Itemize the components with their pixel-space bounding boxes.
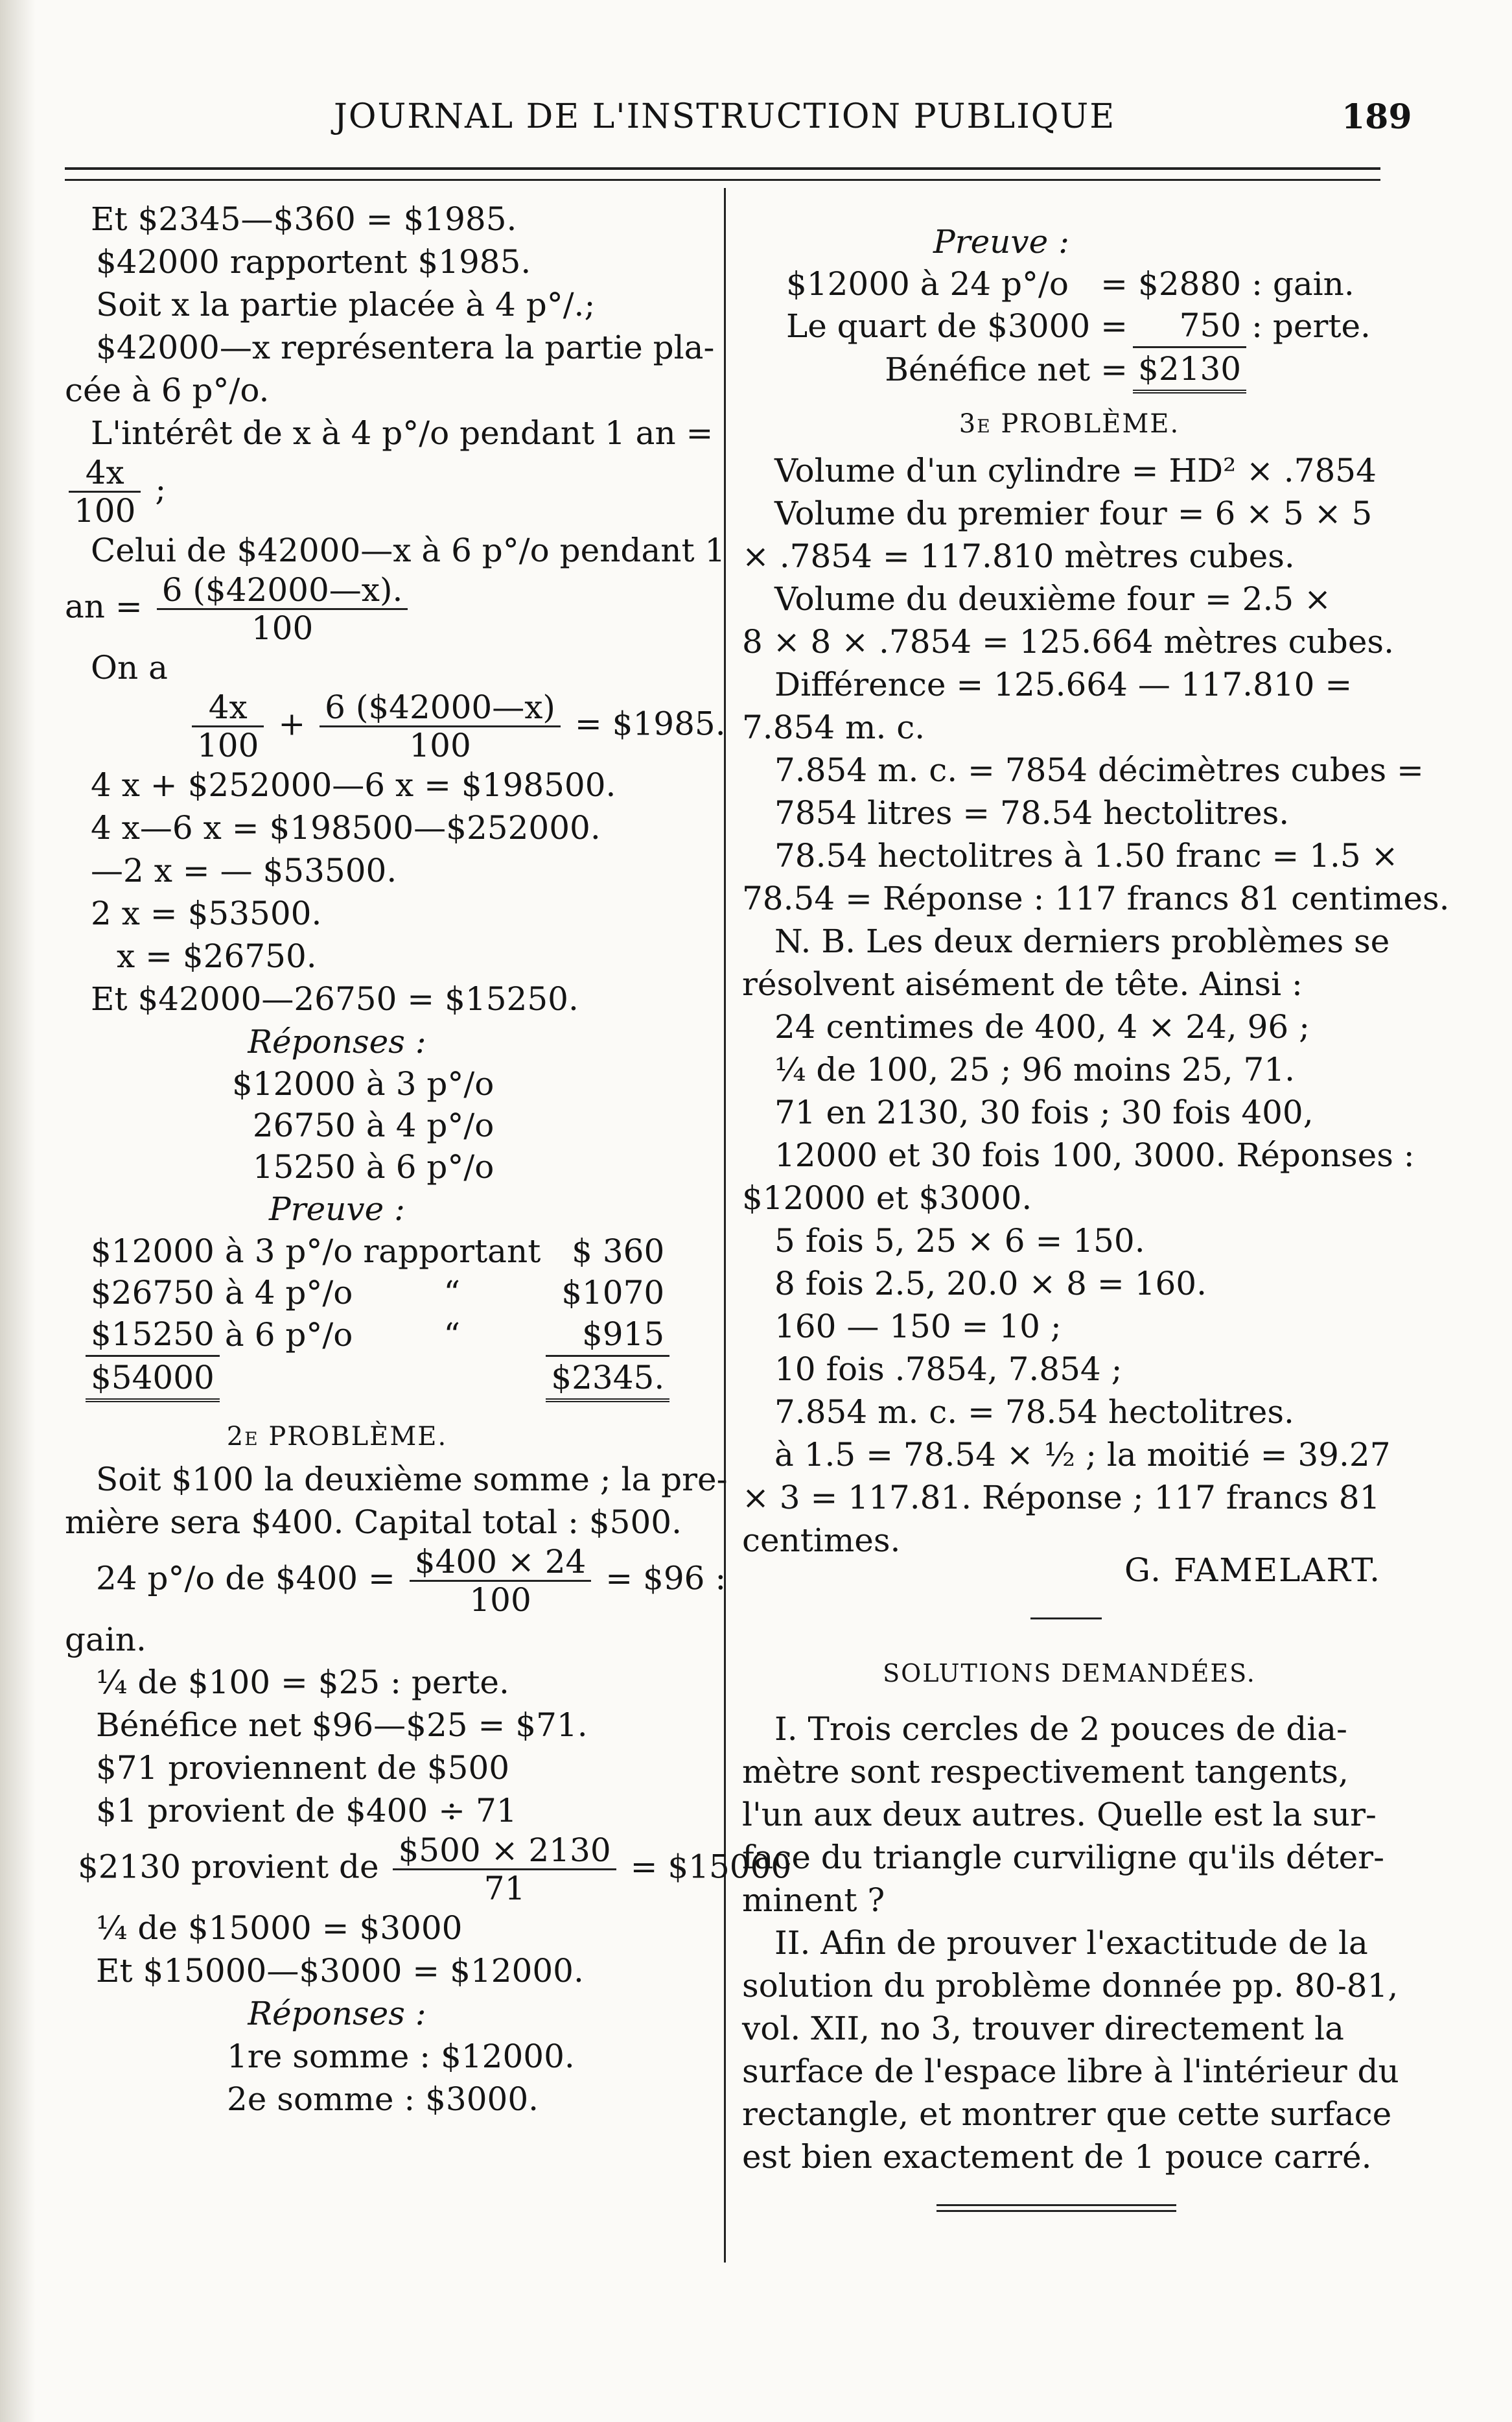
table-cell xyxy=(220,1356,250,1401)
fraction-denominator: 71 xyxy=(483,1870,526,1907)
table-cell xyxy=(250,1356,358,1401)
table-row xyxy=(781,305,1376,347)
fraction-denominator: 100 xyxy=(251,609,314,647)
fraction-numerator: 6 ($42000—x). xyxy=(157,572,408,610)
text-line: × .7854 = 117.810 mètres cubes. xyxy=(742,537,1295,575)
equation-result: = $1985. xyxy=(574,705,726,743)
text-line: 8 fois 2.5, 20.0 × 8 = 160. xyxy=(774,1265,1207,1302)
fraction xyxy=(192,689,264,764)
text-line: centimes. xyxy=(742,1522,901,1559)
text-line: 7854 litres = 78.54 hectolitres. xyxy=(774,794,1290,832)
text-line: Volume d'un cylindre = HD² × .7854 xyxy=(774,452,1377,489)
text-fragment: = $15000 xyxy=(630,1848,792,1886)
table-cell: $12000 xyxy=(91,1232,215,1270)
text-line: 71 en 2130, 30 fois ; 30 fois 400, xyxy=(774,1094,1314,1131)
fraction-numerator: 4x xyxy=(69,454,141,493)
text-line: face du triangle curviligne qu'ils déter- xyxy=(742,1839,1384,1876)
text-fragment: an = xyxy=(65,587,143,626)
table-cell: “ xyxy=(443,1274,461,1311)
table-cell: 4 p°/o xyxy=(254,1274,353,1311)
text-line: 78.54 hectolitres à 1.50 franc = 1.5 × xyxy=(774,837,1399,875)
table-cell: $2345. xyxy=(546,1356,669,1401)
table-cell: = xyxy=(1100,307,1128,345)
text-line: Volume du deuxième four = 2.5 × xyxy=(774,580,1331,618)
table-cell: $26750 xyxy=(91,1274,215,1311)
reponses-heading: Réponses : xyxy=(248,1995,426,2032)
table-cell: : gain. xyxy=(1251,265,1355,303)
text-line: Soit x la partie placée à 4 p°/.; xyxy=(96,286,596,323)
table-row xyxy=(86,1230,669,1272)
preuve-heading: Preuve : xyxy=(933,223,1069,261)
fraction xyxy=(410,1544,592,1618)
text-line: ¼ de $100 = $25 : perte. xyxy=(96,1664,509,1701)
text-line: 4 x—6 x = $198500—$252000. xyxy=(91,809,601,847)
text-line: I. Trois cercles de 2 pouces de dia- xyxy=(774,1710,1347,1748)
text-line: solution du problème donnée pp. 80-81, xyxy=(742,1967,1399,2005)
table-cell: 15250 xyxy=(252,1148,356,1186)
journal-title: JOURNAL DE L'INSTRUCTION PUBLIQUE xyxy=(334,97,1116,136)
fraction-denominator: 100 xyxy=(197,727,259,764)
fraction-line xyxy=(65,454,713,529)
preuve-table xyxy=(86,1230,669,1402)
table-row xyxy=(86,1313,669,1356)
fraction-denominator: 100 xyxy=(409,727,471,764)
table-cell: $2880 xyxy=(1138,265,1242,303)
text-line: $71 proviennent de $500 xyxy=(96,1749,510,1787)
text-line: Et $15000—$3000 = $12000. xyxy=(96,1952,584,1990)
table-cell: à xyxy=(224,1232,244,1270)
signature: G. FAMELART. xyxy=(1124,1551,1382,1589)
fraction-denominator: 100 xyxy=(74,492,136,530)
text-line: Et $42000—26750 = $15250. xyxy=(91,980,579,1018)
right-column xyxy=(742,220,1450,2212)
text-line: à 1.5 = 78.54 × ½ ; la moitié = 39.27 xyxy=(774,1436,1391,1474)
fraction-denominator: 100 xyxy=(469,1581,531,1619)
text-line: Soit $100 la deuxième somme ; la pre- xyxy=(96,1461,728,1498)
text-line: Différence = 125.664 — 117.810 = xyxy=(774,666,1353,703)
text-line: mètre sont respectivement tangents, xyxy=(742,1753,1349,1791)
text-line: On a xyxy=(91,649,168,687)
plus-sign: + xyxy=(278,705,306,743)
text-line: 7.854 m. c. = 7854 décimètres cubes = xyxy=(774,751,1424,789)
table-cell: = xyxy=(1100,350,1128,388)
table-cell: à xyxy=(366,1107,386,1144)
reponses-heading: Réponses : xyxy=(248,1023,426,1061)
text-line: 7.854 m. c. = 78.54 hectolitres. xyxy=(774,1393,1294,1431)
text-line: l'un aux deux autres. Quelle est la sur- xyxy=(742,1796,1377,1833)
table-cell: 6 p°/o xyxy=(395,1148,494,1186)
table-row xyxy=(86,1272,669,1313)
text-line: $42000 rapportent $1985. xyxy=(96,243,531,281)
text-line: vol. XII, no 3, trouver directement la xyxy=(742,2010,1344,2047)
text-line: 2e somme : $3000. xyxy=(227,2080,539,2118)
header-rule-top xyxy=(65,167,1380,170)
text-line: ¼ de $15000 = $3000 xyxy=(96,1909,463,1947)
text-line: Celui de $42000—x à 6 p°/o pendant 1 xyxy=(91,532,726,569)
punctuation: ; xyxy=(155,470,167,508)
solutions-heading: SOLUTIONS DEMANDÉES. xyxy=(883,1659,1256,1687)
text-line: 10 fois .7854, 7.854 ; xyxy=(774,1350,1122,1388)
table-cell: “ xyxy=(443,1315,461,1354)
text-line: 12000 et 30 fois 100, 3000. Réponses : xyxy=(774,1136,1415,1174)
fraction xyxy=(320,689,561,764)
text-line: 8 × 8 × .7854 = 125.664 mètres cubes. xyxy=(742,623,1394,661)
fraction-line xyxy=(65,572,713,646)
text-line: 24 centimes de 400, 4 × 24, 96 ; xyxy=(774,1008,1310,1046)
text-line: 7.854 m. c. xyxy=(742,709,925,746)
table-row xyxy=(227,1105,499,1146)
equation-line xyxy=(91,688,726,764)
text-line: Bénéfice net $96—$25 = $71. xyxy=(96,1706,588,1744)
table-cell: 750 xyxy=(1133,305,1246,347)
text-fragment: 24 p°/o de $400 = xyxy=(96,1559,395,1597)
text-line: $12000 et $3000. xyxy=(742,1179,1032,1217)
text-line: surface de l'espace libre à l'intérieur du xyxy=(742,2052,1399,2090)
table-cell: à xyxy=(366,1148,386,1186)
table-cell: à xyxy=(366,1065,386,1103)
text-line: 78.54 = Réponse : 117 francs 81 centimes. xyxy=(742,880,1450,917)
table-cell: 4 p°/o xyxy=(395,1107,494,1144)
text-line: mière sera $400. Capital total : $500. xyxy=(65,1503,682,1541)
text-line: cée à 6 p°/o. xyxy=(65,371,270,409)
fraction-line xyxy=(91,1543,727,1619)
text-line: $42000—x représentera la partie pla- xyxy=(96,329,715,366)
solutions-body xyxy=(742,1708,1397,2178)
text-line: II. Afin de prouver l'exactitude de la xyxy=(774,1924,1368,1962)
table-cell: 26750 xyxy=(252,1107,356,1144)
text-line: × 3 = 117.81. Réponse ; 117 francs 81 xyxy=(742,1479,1380,1516)
text-line: N. B. Les deux derniers problèmes se xyxy=(774,923,1390,960)
page-edge-shadow xyxy=(0,0,36,2422)
table-cell: = xyxy=(1100,265,1128,303)
header-rule-bottom xyxy=(65,179,1380,181)
table-cell: $12000 à 24 p°/o xyxy=(786,265,1069,303)
probleme-3-heading: 3e PROBLÈME. xyxy=(959,409,1180,439)
text-line: $1 provient de $400 ÷ 71 xyxy=(96,1792,517,1829)
running-header xyxy=(0,97,1512,162)
text-line: Et $2345—$360 = $1985. xyxy=(91,200,517,238)
column-divider xyxy=(724,188,726,2263)
table-row xyxy=(227,1063,499,1105)
text-line: L'intérêt de x à 4 p°/o pendant 1 an = xyxy=(91,414,714,452)
table-cell: Le quart de $3000 xyxy=(786,307,1091,345)
fraction-numerator: $400 × 24 xyxy=(410,1544,592,1582)
text-line: x = $26750. xyxy=(117,937,317,975)
text-line: est bien exactement de 1 pouce carré. xyxy=(742,2138,1372,2176)
text-line: 1re somme : $12000. xyxy=(227,2038,575,2075)
fraction-numerator: 6 ($42000—x) xyxy=(320,689,561,727)
table-cell: $54000 xyxy=(86,1356,220,1401)
text-line: 4 x + $252000—6 x = $198500. xyxy=(91,766,616,804)
left-column xyxy=(65,198,792,2121)
table-cell: $915 xyxy=(546,1313,669,1356)
table-cell: 6 p°/o xyxy=(254,1315,353,1354)
table-cell: Bénéfice net xyxy=(885,350,1091,388)
table-cell: $2130 xyxy=(1133,347,1246,392)
text-line: minent ? xyxy=(742,1881,885,1919)
table-cell: $ 360 xyxy=(572,1232,665,1270)
page-number: 189 xyxy=(1342,97,1412,137)
table-cell: $15250 xyxy=(86,1313,220,1356)
text-line: gain. xyxy=(65,1621,146,1658)
table-row xyxy=(781,263,1376,305)
end-double-rule xyxy=(936,2204,1176,2212)
preuve-table xyxy=(781,263,1376,394)
text-fragment: = $96 : xyxy=(605,1559,727,1597)
table-cell: : perte. xyxy=(1251,307,1371,345)
table-cell: 3 p°/o xyxy=(395,1065,494,1103)
fraction xyxy=(157,572,408,646)
fraction-numerator: 4x xyxy=(192,689,264,727)
table-cell: $1070 xyxy=(561,1274,665,1311)
reponses-table xyxy=(227,1063,499,1188)
probleme-3-body xyxy=(742,449,1450,1562)
table-cell xyxy=(1246,347,1376,392)
table-cell: à xyxy=(224,1315,244,1354)
table-cell: à xyxy=(224,1274,244,1311)
fraction xyxy=(69,454,141,529)
table-cell xyxy=(358,1356,546,1401)
table-row xyxy=(227,1146,499,1188)
text-line: ¼ de 100, 25 ; 96 moins 25, 71. xyxy=(774,1051,1296,1088)
fraction xyxy=(393,1832,616,1907)
table-cell: rapportant xyxy=(363,1232,541,1270)
table-row xyxy=(781,347,1376,392)
text-line: 5 fois 5, 25 × 6 = 150. xyxy=(774,1222,1145,1260)
text-fragment: $2130 provient de xyxy=(78,1848,379,1886)
text-line: 2 x = $53500. xyxy=(91,895,322,932)
text-line: rectangle, et montrer que cette surface xyxy=(742,2095,1392,2133)
text-line: —2 x = — $53500. xyxy=(91,852,397,889)
table-row-total xyxy=(86,1356,669,1401)
table-cell: $12000 xyxy=(232,1065,356,1103)
fraction-line xyxy=(78,1831,792,1907)
text-line: Volume du premier four = 6 × 5 × 5 xyxy=(774,495,1373,532)
text-line: 160 — 150 = 10 ; xyxy=(774,1308,1062,1345)
table-cell: 3 p°/o xyxy=(254,1232,353,1270)
section-divider xyxy=(1030,1617,1102,1619)
fraction-numerator: $500 × 2130 xyxy=(393,1832,616,1870)
probleme-2-heading: 2e PROBLÈME. xyxy=(226,1422,448,1452)
text-line: résolvent aisément de tête. Ainsi : xyxy=(742,965,1303,1003)
preuve-heading: Preuve : xyxy=(269,1190,405,1228)
